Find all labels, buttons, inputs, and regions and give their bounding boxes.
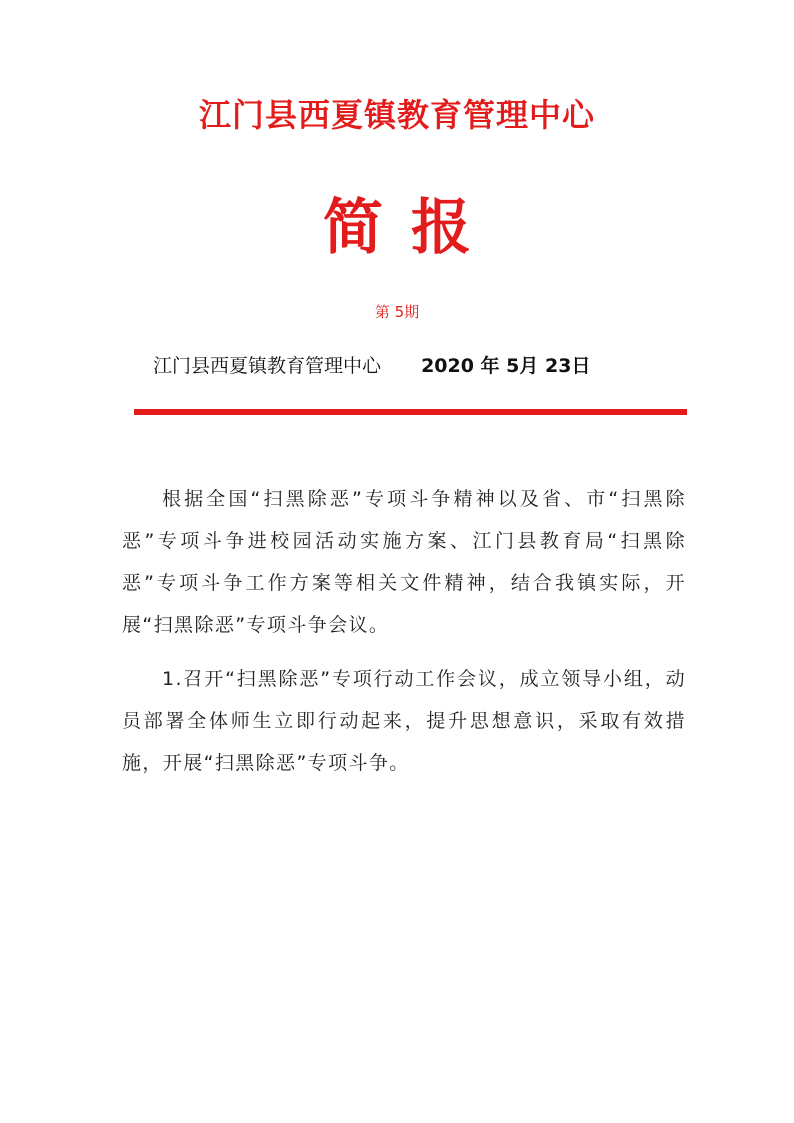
body-text: [122, 478, 686, 796]
issuer-name: 江门县西夏镇教育管理中心: [153, 355, 382, 377]
brief-title: 简报: [323, 193, 499, 263]
paragraph: 1.召开“扫黑除恶”专项行动工作会议，成立领导小组，动员部署全体师生立即行动起来，提升思想意识，采取有效措施，开展“扫黑除恶”专项斗争。: [122, 668, 686, 774]
paragraph: 根据全国“扫黑除恶”专项斗争精神以及省、市“扫黑除恶”专项斗争进校园活动实施方案、江门县教育局“扫黑除恶”专项斗争工作方案等相关文件精神，结合我镇实际，开展“扫黑除恶”专项斗争会议。: [122, 488, 686, 636]
header-divider: [134, 409, 687, 415]
issue-date: 2020 年 5月 23日: [421, 355, 591, 377]
org-title: 江门县西夏镇教育管理中心: [198, 96, 595, 134]
issue-number: 第 5期: [374, 303, 420, 321]
issuer-line: [153, 350, 713, 382]
